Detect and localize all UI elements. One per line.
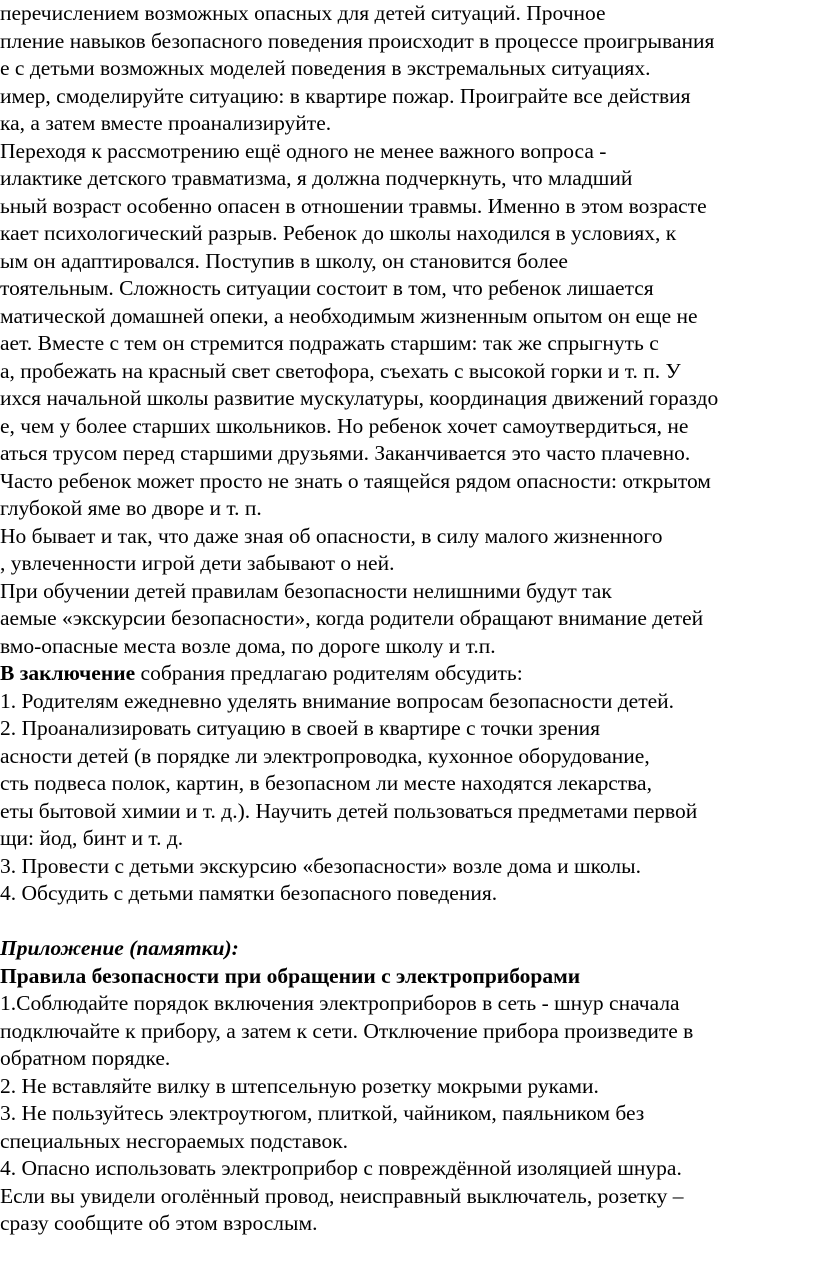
line-text: ка, а затем вместе проанализируйте. bbox=[0, 111, 332, 135]
line-text: специальных несгораемых подставок. bbox=[0, 1128, 349, 1153]
line-text: При обучении детей правилам безопасности нелишними будут так bbox=[0, 578, 612, 603]
line-text: собрания предлагаю родителям обсудить: bbox=[135, 661, 523, 685]
text-line bbox=[0, 633, 496, 659]
line-text: подключайте к прибору, а затем к сети. Отключение прибора произведите в bbox=[0, 1018, 694, 1043]
line-text: матической домашней опеки, а необходимым жизненным опытом он еще не bbox=[0, 303, 698, 328]
text-line bbox=[0, 138, 606, 164]
text-line bbox=[0, 358, 681, 384]
text-line bbox=[0, 743, 650, 769]
line-text: щи: йод, бинт и т. д. bbox=[0, 826, 184, 850]
text-line bbox=[0, 303, 698, 329]
line-text: пление навыков безопасного поведения происходит в процессе проигрывания bbox=[0, 28, 715, 53]
line-text: сть подвеса полок, картин, в безопасном ли месте находятся лекарства, bbox=[0, 771, 652, 795]
line-text: 2. Не вставляйте вилку в штепсельную розетку мокрыми руками. bbox=[0, 1073, 599, 1098]
text-line bbox=[0, 963, 580, 989]
line-text: е с детьми возможных моделей поведения в экстремальных ситуациях. bbox=[0, 56, 651, 80]
text-line bbox=[0, 770, 652, 796]
bold-text: Правила безопасности при обращении с электроприборами bbox=[0, 963, 581, 988]
text-line bbox=[0, 1128, 348, 1154]
text-line bbox=[0, 1183, 684, 1209]
line-text: , увлеченности игрой дети забывают о ней. bbox=[0, 551, 395, 575]
text-line bbox=[0, 468, 711, 494]
text-line bbox=[0, 440, 690, 466]
line-text: обратном порядке. bbox=[0, 1046, 171, 1070]
line-text: 1. Родителям ежедневно уделять внимание вопросам безопасности детей. bbox=[0, 688, 675, 713]
text-line bbox=[0, 990, 680, 1016]
text-line bbox=[0, 1045, 170, 1071]
line-text: асности детей (в порядке ли электропроводка, кухонное оборудование, bbox=[0, 743, 650, 768]
line-text: кает психологический разрыв. Ребенок до школы находился в условиях, к bbox=[0, 221, 677, 245]
line-text: 3. Не пользуйтесь электроутюгом, плиткой, чайником, паяльником без bbox=[0, 1101, 645, 1125]
text-line bbox=[0, 330, 659, 356]
bold-text: В заключение bbox=[0, 661, 136, 685]
line-text: имер, смоделируйте ситуацию: в квартире пожар. Проиграйте все действия bbox=[0, 83, 691, 108]
text-line bbox=[0, 1073, 599, 1099]
text-line bbox=[0, 248, 568, 274]
text-line bbox=[0, 715, 600, 741]
line-text: е, чем у более старших школьников. Но ребенок хочет самоутвердиться, не bbox=[0, 413, 689, 438]
text-line bbox=[0, 798, 697, 824]
text-line bbox=[0, 413, 688, 439]
line-text: а, пробежать на красный свет светофора, съехать с высокой горки и т. п. У bbox=[0, 358, 681, 383]
text-line bbox=[0, 1155, 682, 1181]
text-line bbox=[0, 55, 651, 81]
text-line bbox=[0, 83, 691, 109]
line-text: ает. Вместе с тем он стремится подражать старшим: так же спрыгнуть с bbox=[0, 331, 659, 355]
text-line bbox=[0, 853, 641, 879]
text-line bbox=[0, 385, 718, 411]
line-text: Часто ребенок может просто не знать о таящейся рядом опасности: открытом bbox=[0, 468, 711, 493]
text-line bbox=[0, 935, 239, 961]
line-text: Но бывает и так, что даже зная об опасности, в силу малого жизненного bbox=[0, 523, 663, 548]
line-text: аться трусом перед старшими друзьями. Заканчивается это часто плачевно. bbox=[0, 441, 691, 465]
text-line bbox=[0, 825, 183, 851]
text-line bbox=[0, 1210, 317, 1236]
text-line bbox=[0, 688, 674, 714]
line-text: 4. Обсудить с детьми памятки безопасного поведения. bbox=[0, 881, 498, 905]
appendix-heading: Приложение (памятки): bbox=[0, 936, 239, 960]
text-line bbox=[0, 578, 612, 604]
line-text: вмо-опасные места возле дома, по дороге школу и т.п. bbox=[0, 633, 496, 658]
line-text: 1.Соблюдайте порядок включения электроприборов в сеть - шнур сначала bbox=[0, 991, 680, 1015]
text-line bbox=[0, 110, 331, 136]
line-text: 4. Опасно использовать электроприбор с повреждённой изоляцией шнура. bbox=[0, 1156, 682, 1180]
line-text: тоятельным. Сложность ситуации состоит в том, что ребенок лишается bbox=[0, 276, 654, 300]
text-line bbox=[0, 193, 707, 219]
text-line bbox=[0, 550, 394, 576]
line-text: аемые «экскурсии безопасности», когда родители обращают внимание детей bbox=[0, 606, 704, 630]
text-line bbox=[0, 0, 606, 26]
text-line bbox=[0, 495, 262, 521]
text-line bbox=[0, 523, 662, 549]
text-line bbox=[0, 1100, 644, 1126]
line-text: сразу сообщите об этом взрослым. bbox=[0, 1211, 318, 1235]
line-text: Если вы увидели оголённый провод, неисправный выключатель, розетку – bbox=[0, 1183, 684, 1208]
line-text: илактике детского травматизма, я должна подчеркнуть, что младший bbox=[0, 166, 633, 190]
line-text: глубокой яме во дворе и т. п. bbox=[0, 496, 262, 520]
text-line bbox=[0, 275, 654, 301]
text-line bbox=[0, 605, 703, 631]
line-text: ьный возраст особенно опасен в отношении травмы. Именно в этом возрасте bbox=[0, 193, 707, 218]
line-text: перечислением возможных опасных для детей ситуаций. Прочное bbox=[0, 1, 606, 25]
text-line bbox=[0, 660, 523, 686]
text-line bbox=[0, 28, 714, 54]
line-text: 2. Проанализировать ситуацию в своей в квартире с точки зрения bbox=[0, 716, 601, 740]
line-text: ым он адаптировался. Поступив в школу, он становится более bbox=[0, 248, 568, 273]
text-line bbox=[0, 220, 676, 246]
line-text: Переходя к рассмотрению ещё одного не менее важного вопроса - bbox=[0, 138, 607, 163]
line-text: ихся начальной школы развитие мускулатуры, координация движений гораздо bbox=[0, 386, 719, 410]
text-line bbox=[0, 880, 497, 906]
line-text: 3. Провести с детьми экскурсию «безопасности» возле дома и школы. bbox=[0, 853, 641, 878]
text-line bbox=[0, 1018, 693, 1044]
line-text: еты бытовой химии и т. д.). Научить детей пользоваться предметами первой bbox=[0, 798, 698, 823]
text-line bbox=[0, 165, 632, 191]
